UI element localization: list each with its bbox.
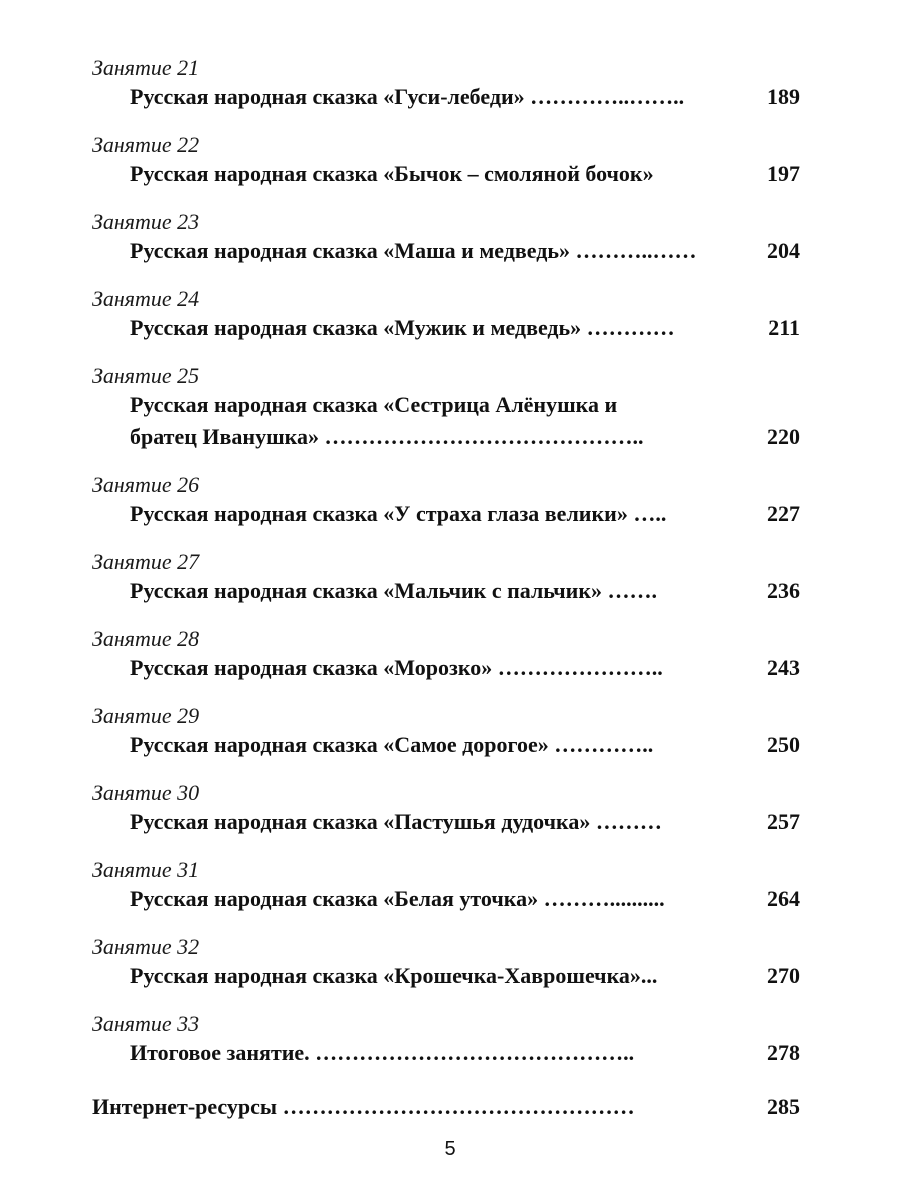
toc-title: Русская народная сказка «Самое дорогое» ………….. [130,732,654,757]
lesson-label: Занятие 24 [92,286,200,311]
toc-title: Русская народная сказка «Мальчик с пальчик» ……. [130,578,658,603]
toc-title: Русская народная сказка «Пастушья дудочка» ……… [130,809,662,834]
toc-row [92,389,800,453]
toc-page-number: 220 [767,424,800,449]
lesson-label: Занятие 31 [92,857,200,882]
toc-page-number: 285 [767,1094,800,1119]
lesson-label: Занятие 22 [92,132,200,157]
toc-title: Русская народная сказка «Мужик и медведь» ………… [130,315,675,340]
toc-row [92,652,800,684]
lesson-label: Занятие 25 [92,363,200,388]
lesson-label: Занятие 30 [92,780,200,805]
toc-row [92,158,800,190]
toc-title: Русская народная сказка «Бычок – смоляной бочок» [130,161,654,186]
toc-page-number: 278 [767,1040,800,1065]
toc-page-number: 270 [767,963,800,988]
toc-entry-internet-resources [92,1091,800,1123]
toc-title: Русская народная сказка «Гуси-лебеди» …………..…….. [130,84,685,109]
toc-entry [92,209,800,267]
toc-title: Итоговое занятие. …………………………………….. [130,1040,635,1065]
toc-page-number: 257 [767,809,800,834]
toc-title: Русская народная сказка «Белая уточка» ……….......... [130,886,665,911]
toc-title: Русская народная сказка «Маша и медведь» ………..…… [130,238,697,263]
lesson-label: Занятие 21 [92,55,200,80]
toc-entry [92,1011,800,1069]
toc-entry [92,132,800,190]
toc-title-line: братец Иванушка» …………………………………….. [130,424,644,449]
toc-page-number: 250 [767,732,800,757]
toc-row [92,729,800,761]
toc-page-number: 243 [767,655,800,680]
lesson-label: Занятие 27 [92,549,200,574]
toc-entry [92,286,800,344]
toc-title: Русская народная сказка «У страха глаза велики» ….. [130,501,667,526]
toc-row [92,806,800,838]
toc-page-number: 211 [768,315,800,340]
toc-entry [92,703,800,761]
toc-row [92,81,800,113]
lesson-label: Занятие 28 [92,626,200,651]
toc-page-number: 264 [767,886,800,911]
toc-row [92,960,800,992]
table-of-contents [92,55,800,1142]
toc-row [92,312,800,344]
toc-row [92,575,800,607]
toc-title: Интернет-ресурсы ………………………………………… [92,1094,635,1119]
toc-title: Русская народная сказка «Крошечка-Хаврошечка»... [130,963,658,988]
toc-title: Русская народная сказка «Морозко» ………………….. [130,655,663,680]
toc-entry [92,549,800,607]
lesson-label: Занятие 26 [92,472,200,497]
lesson-label: Занятие 29 [92,703,200,728]
toc-title [130,389,800,453]
toc-entry [92,626,800,684]
toc-title-line: Русская народная сказка «Сестрица Алёнушка и [130,392,618,417]
lesson-label: Занятие 33 [92,1011,200,1036]
toc-entry [92,472,800,530]
toc-row [92,1037,800,1069]
toc-page-number: 204 [767,238,800,263]
toc-row [92,498,800,530]
lesson-label: Занятие 23 [92,209,200,234]
toc-row [92,1091,800,1123]
toc-row [92,235,800,267]
toc-page-number: 227 [767,501,800,526]
toc-entry [92,857,800,915]
page-number: 5 [444,1138,456,1160]
toc-entry [92,55,800,113]
toc-entry [92,780,800,838]
toc-entry [92,363,800,453]
toc-page-number: 189 [767,84,800,109]
toc-entry [92,934,800,992]
lesson-label: Занятие 32 [92,934,200,959]
toc-page-number: 236 [767,578,800,603]
toc-row [92,883,800,915]
toc-page-number: 197 [767,161,800,186]
